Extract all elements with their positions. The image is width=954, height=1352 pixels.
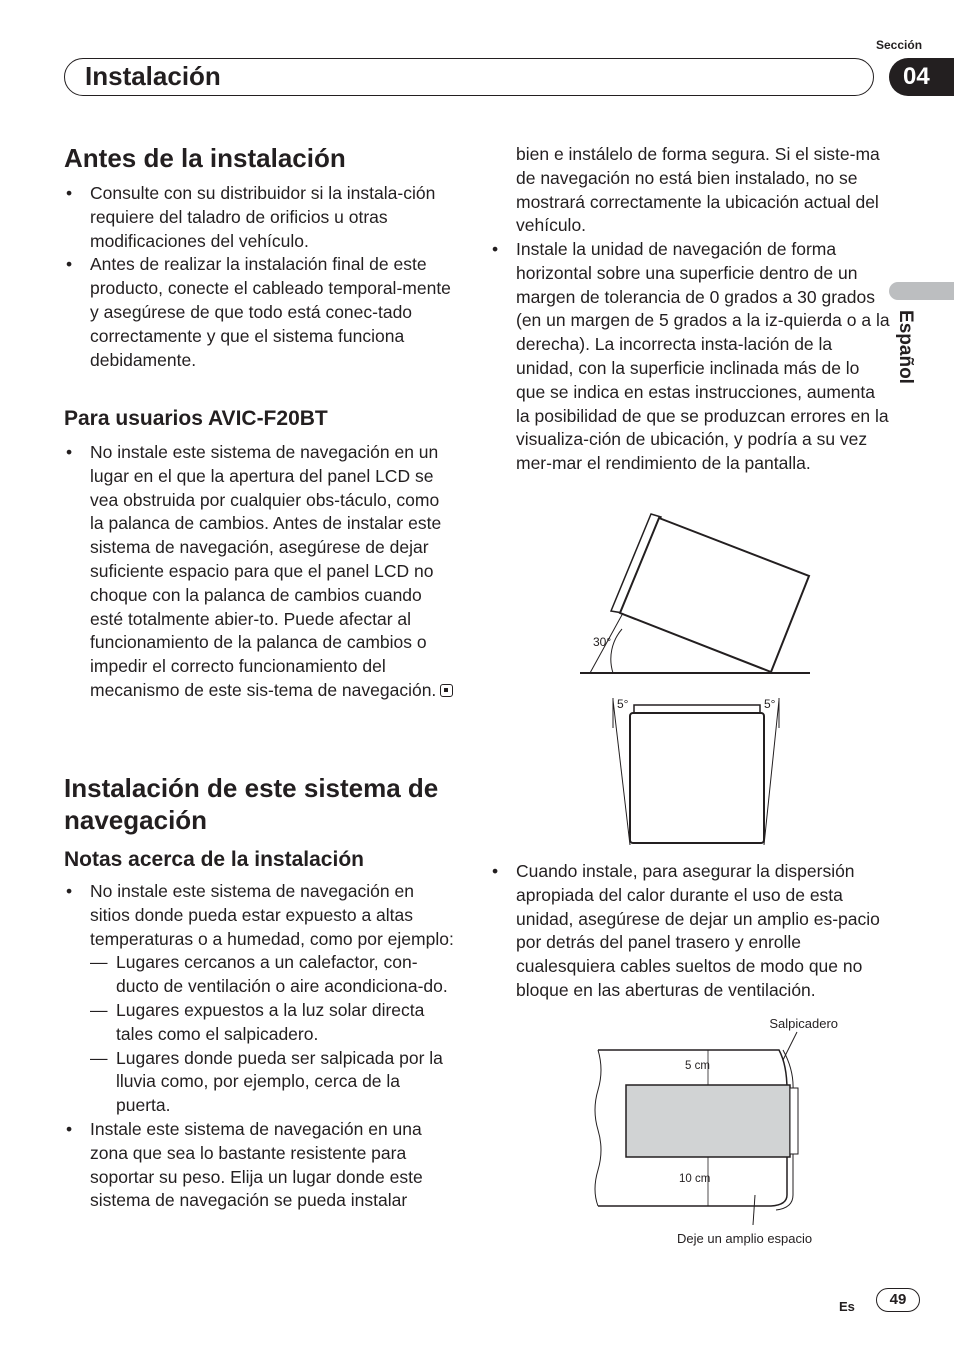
section-number-badge: 04 <box>889 58 954 96</box>
list-item: • Cuando instale, para asegurar la dispersión apropiada del calor durante el uso de esta unidad, asegúrese de dejar un amplio es-pacio por detrás del panel trasero y enrolle cualesquiera cables sueltos de modo que no bloque en las aberturas de ventilación. <box>490 860 890 1003</box>
end-of-section-icon <box>440 684 453 697</box>
clearance-diagram <box>593 1010 853 1253</box>
section-label: Sección <box>876 38 923 52</box>
location-sublist <box>90 951 454 1118</box>
angle-arc <box>611 629 622 673</box>
sublist-item: — Lugares expuestos a la luz solar directa tales como el salpicadero. <box>90 999 454 1047</box>
sublist-item: — Lugares cercanos a un calefactor, con-ducto de ventilación o aire acondiciona-do. <box>90 951 454 999</box>
cut-away-edge <box>595 1050 601 1206</box>
heading-before-installation: Antes de la instalación <box>64 143 346 173</box>
list-item-text: No instale este sistema de navegación en un lugar en el que la apertura del panel LCD se vea obstruida por cualquier obs-táculo, como la palanca de cambios. Antes de instalar este sistema de navegación, asegúrese de dejar suficiente espacio para que el panel LCD no choque con la palanca de cambios cuando esté totalmente abier-to. Puede afectar al funcionamiento de la palanca de cambios o impedir el correcto funcionamiento del mecanismo de este sis-tema de navegación. <box>90 442 442 700</box>
list-item <box>64 880 454 1118</box>
heat-list <box>490 860 890 1003</box>
dashboard-leader-line <box>783 1032 797 1060</box>
page-number: 49 <box>876 1288 920 1312</box>
side-tolerance-diagram <box>605 693 795 848</box>
navigation-unit <box>626 1085 790 1157</box>
list-item: • Consulte con su distribuidor si la instala-ción requiere del taladro de orificios u otras modificaciones del vehículo. <box>64 182 454 253</box>
dashboard-label: Salpicadero <box>769 1016 838 1031</box>
language-tab-label: Español <box>895 310 916 384</box>
sublist-item: — Lugares donde pueda ser salpicada por la lluvia como, por ejemplo, cerca de la puerta. <box>90 1047 454 1118</box>
space-label: Deje un amplio espacio <box>677 1231 813 1246</box>
unit-front-panel <box>790 1088 798 1154</box>
bottom-gap-label: 10 cm <box>679 1173 711 1185</box>
before-installation-list <box>64 182 454 372</box>
avic-users-list <box>64 441 454 703</box>
space-leader-line <box>753 1195 755 1225</box>
left-tolerance-line <box>613 700 630 845</box>
list-item: • Antes de realizar la instalación final de este producto, conecte el cableado temporal-mente y asegúrese de que todo está conec-tado correctamente y que el sistema funciona debidamente. <box>64 253 454 372</box>
heading-avic-users: Para usuarios AVIC-F20BT <box>64 407 328 430</box>
right-angle-label: 5° <box>764 697 776 711</box>
top-gap-label: 5 cm <box>685 1060 710 1072</box>
continued-paragraph: bien e instálelo de forma segura. Si el siste-ma de navegación no está bien instalado, no se mostrará correctamente la ubicación actual del vehículo. <box>516 144 880 236</box>
unit-front-view <box>630 713 764 843</box>
angle-list <box>490 238 890 476</box>
angle-label: 30° <box>593 635 612 649</box>
footer-language-code: Es <box>839 1299 855 1314</box>
list-item <box>64 441 454 703</box>
heading-install-system: Instalación de este sistema de navegación <box>64 773 439 835</box>
left-angle-label: 5° <box>617 697 629 711</box>
list-item: • Instale este sistema de navegación en una zona que sea lo bastante resistente para soportar su peso. Elija un lugar donde este sistema de navegación se pueda instalar <box>64 1118 454 1213</box>
list-item-text: No instale este sistema de navegación en sitios donde pueda estar expuesto a altas temperaturas o a humedad, como por ejemplo: <box>90 881 454 949</box>
heading-installation-notes: Notas acerca de la instalación <box>64 848 364 871</box>
list-item: • Instale la unidad de navegación de forma horizontal sobre una superficie dentro de un margen de tolerancia de 0 grados a 30 grados (en un margen de 5 grados a la iz-quierda o a la derecha). La incorrecta insta-lación de la unidad, con la superficie inclinada más de lo que se indica en estas instrucciones, aumenta la posibilidad de que se produzcan errores en la visualiza-ción de ubicación, y podría a su vez mer-mar el rendimiento de la pantalla. <box>490 238 890 476</box>
chapter-title: Instalación <box>85 61 221 91</box>
tilt-angle-diagram <box>575 505 820 680</box>
right-tolerance-line <box>764 700 779 845</box>
installation-notes-list <box>64 880 454 1213</box>
